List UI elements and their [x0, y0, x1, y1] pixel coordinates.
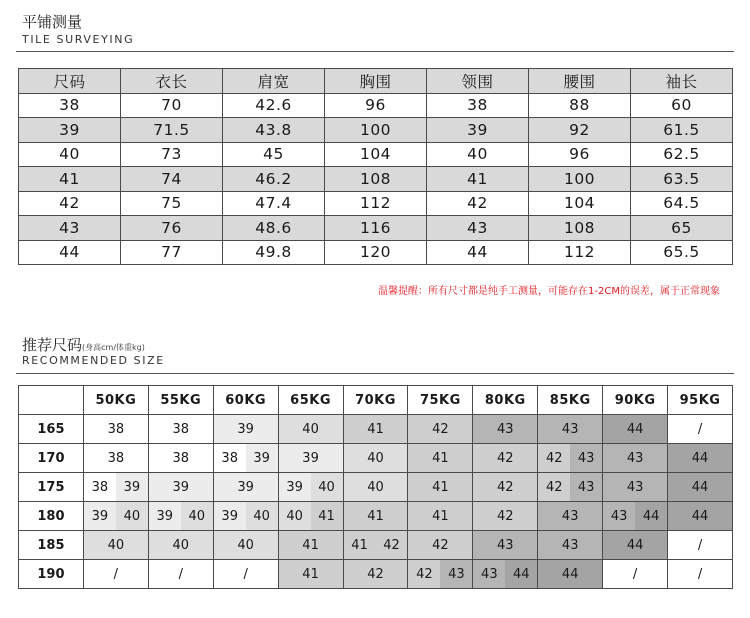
- size-cell: 43: [473, 415, 538, 444]
- table-cell: 41: [19, 167, 121, 192]
- height-label: 190: [19, 560, 84, 589]
- table-cell: 71.5: [121, 118, 223, 143]
- recommended-section-title: [22, 334, 145, 355]
- size-value: 39: [279, 473, 311, 501]
- size-cell: 43: [538, 502, 603, 531]
- table-cell: 45: [223, 142, 325, 167]
- column-header: 腰围: [529, 69, 631, 94]
- size-cell: 40: [278, 415, 343, 444]
- size-cell: [538, 444, 603, 473]
- size-cell: [83, 502, 148, 531]
- column-header: 衣长: [121, 69, 223, 94]
- size-value: 44: [635, 502, 667, 530]
- size-value: 41: [311, 502, 343, 530]
- size-value: 43: [570, 444, 602, 472]
- column-header: 袖长: [631, 69, 733, 94]
- size-cell: /: [603, 560, 668, 589]
- split-size-cell: [279, 473, 343, 501]
- size-cell: [278, 473, 343, 502]
- size-cell: /: [668, 415, 733, 444]
- table-cell: 88: [529, 93, 631, 118]
- table-row: [19, 444, 733, 473]
- table-row: [19, 191, 733, 216]
- size-cell: /: [668, 531, 733, 560]
- weight-header: 95KG: [668, 386, 733, 415]
- size-value: 38: [84, 473, 116, 501]
- size-cell: 43: [538, 531, 603, 560]
- table-cell: 96: [325, 93, 427, 118]
- table-cell: 100: [529, 167, 631, 192]
- size-value: 39: [84, 502, 116, 530]
- size-value: 40: [311, 473, 343, 501]
- split-size-cell: [84, 502, 148, 530]
- table-cell: 39: [19, 118, 121, 143]
- size-cell: [83, 473, 148, 502]
- split-size-cell: [538, 473, 602, 501]
- recommended-size-table: [18, 385, 733, 589]
- table-cell: 108: [325, 167, 427, 192]
- size-cell: [278, 502, 343, 531]
- size-cell: 41: [408, 502, 473, 531]
- table-cell: 96: [529, 142, 631, 167]
- table-header-row: [19, 69, 733, 94]
- size-chart-table: [18, 68, 733, 265]
- table-cell: 116: [325, 216, 427, 241]
- split-size-cell: [214, 444, 278, 472]
- size-cell: 40: [83, 531, 148, 560]
- table-row: [19, 118, 733, 143]
- table-cell: 38: [19, 93, 121, 118]
- table-row: [19, 167, 733, 192]
- split-size-cell: [214, 502, 278, 530]
- column-header: 胸围: [325, 69, 427, 94]
- table-cell: 39: [427, 118, 529, 143]
- table-cell: 112: [529, 240, 631, 265]
- size-cell: 39: [278, 444, 343, 473]
- size-cell: [148, 502, 213, 531]
- height-label: 170: [19, 444, 84, 473]
- size-value: 39: [246, 444, 278, 472]
- size-value: 42: [408, 560, 440, 588]
- table-cell: 100: [325, 118, 427, 143]
- weight-header: 90KG: [603, 386, 668, 415]
- size-cell: /: [668, 560, 733, 589]
- table-cell: 76: [121, 216, 223, 241]
- table-header-row: [19, 386, 733, 415]
- size-value: 43: [603, 502, 635, 530]
- table-cell: 38: [427, 93, 529, 118]
- height-label: 180: [19, 502, 84, 531]
- size-cell: 42: [473, 444, 538, 473]
- table-row: [19, 240, 733, 265]
- measurement-notice: 温馨提醒：所有尺寸都是纯手工测量，可能存在1-2CM的误差，属于正常现象: [378, 286, 720, 297]
- split-size-cell: [473, 560, 537, 588]
- size-cell: [538, 473, 603, 502]
- divider: [16, 51, 734, 52]
- height-label: 175: [19, 473, 84, 502]
- table-row: [19, 560, 733, 589]
- split-size-cell: [279, 502, 343, 530]
- table-cell: 64.5: [631, 191, 733, 216]
- size-cell: 41: [408, 473, 473, 502]
- size-cell: 42: [343, 560, 408, 589]
- divider: [16, 373, 734, 374]
- table-cell: 73: [121, 142, 223, 167]
- size-cell: 39: [213, 415, 278, 444]
- size-cell: 41: [408, 444, 473, 473]
- size-cell: [473, 560, 538, 589]
- size-value: 42: [538, 444, 570, 472]
- size-cell: /: [213, 560, 278, 589]
- table-cell: 74: [121, 167, 223, 192]
- size-cell: 42: [408, 415, 473, 444]
- size-cell: 38: [83, 415, 148, 444]
- table-cell: 61.5: [631, 118, 733, 143]
- column-header: 尺码: [19, 69, 121, 94]
- recommended-title-note: (身高cm/体重kg): [82, 343, 145, 352]
- size-cell: 44: [668, 444, 733, 473]
- size-value: 40: [279, 502, 311, 530]
- table-cell: 65.5: [631, 240, 733, 265]
- height-label: 185: [19, 531, 84, 560]
- table-row: [19, 531, 733, 560]
- size-cell: 44: [538, 560, 603, 589]
- table-row: [19, 415, 733, 444]
- corner-cell: [19, 386, 84, 415]
- table-cell: 43.8: [223, 118, 325, 143]
- table-row: [19, 502, 733, 531]
- split-size-cell: [408, 560, 472, 588]
- size-value: 43: [570, 473, 602, 501]
- table-cell: 41: [427, 167, 529, 192]
- size-cell: 42: [408, 531, 473, 560]
- split-size-cell: [538, 444, 602, 472]
- table-cell: 63.5: [631, 167, 733, 192]
- size-cell: 44: [603, 415, 668, 444]
- table-cell: 104: [529, 191, 631, 216]
- table-cell: 47.4: [223, 191, 325, 216]
- table-cell: 108: [529, 216, 631, 241]
- size-cell: 39: [148, 473, 213, 502]
- size-value: 39: [149, 502, 181, 530]
- table-row: [19, 216, 733, 241]
- table-cell: 65: [631, 216, 733, 241]
- size-cell: [213, 502, 278, 531]
- table-cell: 104: [325, 142, 427, 167]
- table-cell: 42: [427, 191, 529, 216]
- column-header: 领围: [427, 69, 529, 94]
- weight-header: 65KG: [278, 386, 343, 415]
- size-cell: 38: [148, 415, 213, 444]
- weight-header: 60KG: [213, 386, 278, 415]
- table-row: [19, 473, 733, 502]
- table-cell: 49.8: [223, 240, 325, 265]
- size-cell: 41: [343, 415, 408, 444]
- size-cell: [408, 560, 473, 589]
- size-cell: 40: [343, 473, 408, 502]
- table-cell: 43: [19, 216, 121, 241]
- height-label: 165: [19, 415, 84, 444]
- size-cell: 41: [278, 531, 343, 560]
- size-cell: 43: [603, 473, 668, 502]
- size-cell: [343, 531, 408, 560]
- split-size-cell: [84, 473, 148, 501]
- size-cell: [603, 502, 668, 531]
- size-value: 42: [375, 531, 407, 559]
- table-cell: 70: [121, 93, 223, 118]
- table-cell: 40: [427, 142, 529, 167]
- recommended-section-subtitle: RECOMMENDED SIZE: [22, 354, 165, 367]
- tile-section-title: 平铺测量: [22, 13, 83, 31]
- size-cell: 41: [278, 560, 343, 589]
- size-value: 43: [440, 560, 472, 588]
- table-cell: 120: [325, 240, 427, 265]
- size-cell: [213, 444, 278, 473]
- table-cell: 92: [529, 118, 631, 143]
- size-cell: 40: [148, 531, 213, 560]
- split-size-cell: [344, 531, 408, 559]
- size-value: 39: [116, 473, 148, 501]
- size-value: 40: [116, 502, 148, 530]
- size-cell: 42: [473, 502, 538, 531]
- size-cell: 40: [213, 531, 278, 560]
- table-cell: 42.6: [223, 93, 325, 118]
- size-cell: 44: [603, 531, 668, 560]
- size-cell: 44: [668, 502, 733, 531]
- size-cell: 44: [668, 473, 733, 502]
- table-cell: 44: [427, 240, 529, 265]
- tile-section-subtitle: TILE SURVEYING: [22, 33, 135, 46]
- weight-header: 50KG: [83, 386, 148, 415]
- table-cell: 44: [19, 240, 121, 265]
- table-cell: 75: [121, 191, 223, 216]
- table-row: [19, 142, 733, 167]
- size-value: 40: [181, 502, 213, 530]
- size-value: 38: [214, 444, 246, 472]
- size-cell: 38: [83, 444, 148, 473]
- size-value: 44: [505, 560, 537, 588]
- size-value: 42: [538, 473, 570, 501]
- table-cell: 77: [121, 240, 223, 265]
- size-value: 40: [246, 502, 278, 530]
- weight-header: 80KG: [473, 386, 538, 415]
- size-cell: 40: [343, 444, 408, 473]
- recommended-title-text: 推荐尺码: [22, 336, 83, 354]
- table-cell: 42: [19, 191, 121, 216]
- size-value: 41: [344, 531, 376, 559]
- table-cell: 60: [631, 93, 733, 118]
- split-size-cell: [149, 502, 213, 530]
- size-cell: 43: [603, 444, 668, 473]
- size-cell: 39: [213, 473, 278, 502]
- weight-header: 85KG: [538, 386, 603, 415]
- size-cell: 38: [148, 444, 213, 473]
- table-cell: 40: [19, 142, 121, 167]
- size-cell: /: [83, 560, 148, 589]
- table-cell: 48.6: [223, 216, 325, 241]
- size-cell: 42: [473, 473, 538, 502]
- size-value: 39: [214, 502, 246, 530]
- size-cell: 41: [343, 502, 408, 531]
- size-cell: 43: [473, 531, 538, 560]
- table-cell: 46.2: [223, 167, 325, 192]
- table-cell: 112: [325, 191, 427, 216]
- table-row: [19, 93, 733, 118]
- weight-header: 75KG: [408, 386, 473, 415]
- size-value: 43: [473, 560, 505, 588]
- weight-header: 70KG: [343, 386, 408, 415]
- split-size-cell: [603, 502, 667, 530]
- table-cell: 43: [427, 216, 529, 241]
- size-cell: /: [148, 560, 213, 589]
- size-cell: 43: [538, 415, 603, 444]
- column-header: 肩宽: [223, 69, 325, 94]
- weight-header: 55KG: [148, 386, 213, 415]
- table-cell: 62.5: [631, 142, 733, 167]
